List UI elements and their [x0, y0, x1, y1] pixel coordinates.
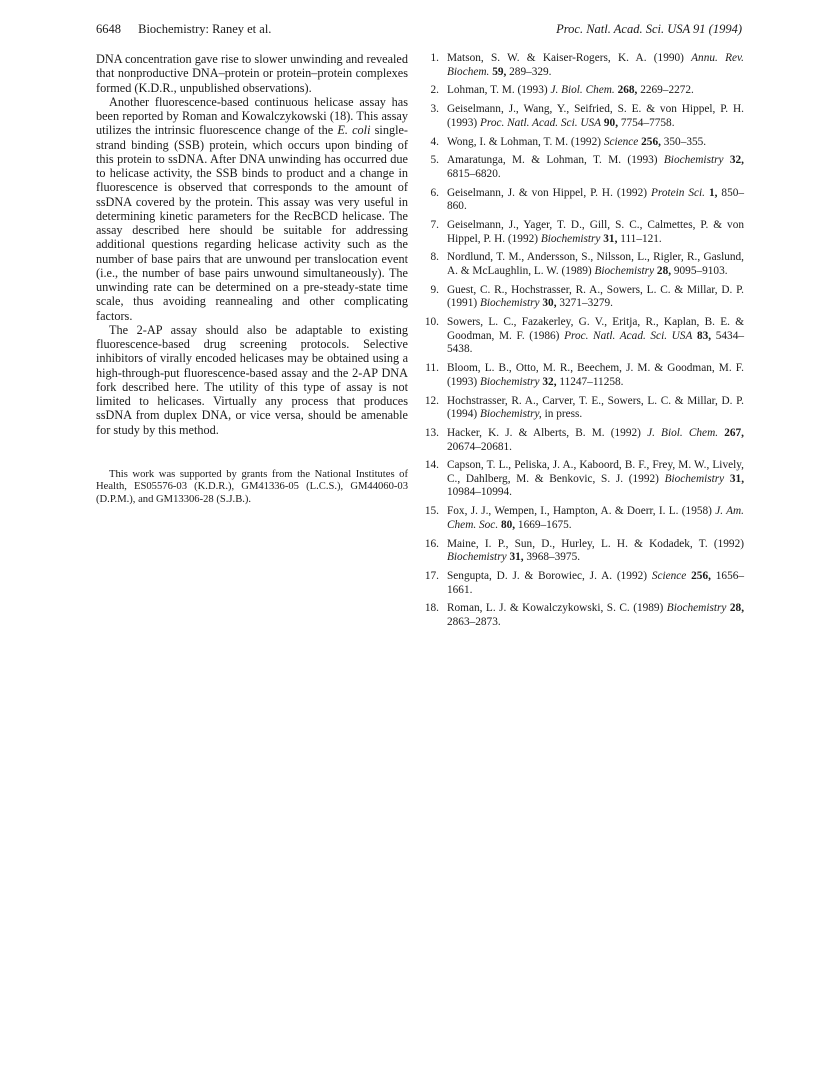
- reference-item: [422, 505, 744, 532]
- reference-journal: J. Am. Chem. Soc.: [447, 505, 744, 531]
- reference-journal: Biochemistry: [594, 265, 655, 278]
- reference-item: [422, 219, 744, 246]
- reference-journal: Biochemistry: [447, 551, 507, 564]
- reference-item: [422, 602, 744, 629]
- reference-volume: 267,: [724, 426, 745, 439]
- reference-volume: 31,: [509, 551, 524, 564]
- reference-volume: 32,: [542, 375, 557, 388]
- reference-authors: Bloom, L. B., Otto, M. R., Beechem, J. M. & Goodman, M. F. (1993): [447, 362, 744, 388]
- reference-pages: 289–329.: [509, 65, 552, 78]
- reference-journal: Annu. Rev. Biochem.: [447, 52, 744, 78]
- reference-number: 18.: [424, 602, 439, 615]
- reference-item: [422, 251, 744, 278]
- reference-journal: Protein Sci.: [650, 186, 705, 199]
- reference-pages: 2269–2272.: [640, 84, 694, 97]
- reference-number: 3.: [430, 103, 439, 116]
- reference-pages: in press.: [544, 408, 583, 421]
- reference-pages: 11247–11258.: [559, 375, 624, 388]
- reference-authors: Maine, I. P., Sun, D., Hurley, L. H. & Kodadek, T. (1992): [447, 537, 744, 550]
- reference-pages: 20674–20681.: [447, 440, 512, 453]
- reference-pages: 5434–5438.: [447, 329, 744, 356]
- body-paragraph: The 2-AP assay should also be adaptable to existing fluorescence-based drug screening protocols. Selective inhibitors of virally encoded helicases may be obtained using a high-through-put fluorescence-based assay and the 2-AP DNA fork described here. The utility of this type of assay is not limited to helicases. Virtually any process that produces ssDNA from duplex DNA, or vice versa, should be amenable for study by this method.: [96, 322, 408, 437]
- reference-journal: Biochemistry: [479, 375, 540, 388]
- right-column: [422, 52, 744, 635]
- journal-citation: Proc. Natl. Acad. Sci. USA 91 (1994): [556, 22, 742, 36]
- reference-journal: Proc. Natl. Acad. Sci. USA: [479, 116, 602, 129]
- reference-journal: Biochemistry: [664, 472, 725, 485]
- reference-number: 4.: [430, 135, 439, 148]
- reference-pages: 1669–1675.: [517, 518, 572, 531]
- reference-pages: 1656–1661.: [447, 570, 745, 596]
- reference-volume: 90,: [603, 116, 619, 129]
- reference-pages: 850–860.: [447, 186, 745, 213]
- reference-number: 16.: [424, 537, 439, 550]
- reference-journal: J. Biol. Chem.: [550, 84, 615, 97]
- reference-number: 1.: [430, 52, 439, 64]
- reference-authors: Lohman, T. M. (1993): [447, 84, 551, 97]
- reference-item: [422, 316, 744, 357]
- reference-item: [422, 84, 744, 98]
- reference-pages: 9095–9103.: [673, 265, 728, 278]
- reference-pages: 3271–3279.: [559, 297, 614, 310]
- reference-volume: 28,: [729, 602, 745, 615]
- reference-pages: 10984–10994.: [447, 486, 512, 499]
- species-name: E. coli: [337, 123, 371, 138]
- reference-journal: Biochemistry: [479, 297, 540, 310]
- reference-number: 10.: [424, 316, 439, 329]
- reference-journal: Biochemistry: [540, 232, 601, 245]
- reference-number: 17.: [424, 570, 439, 582]
- reference-number: 14.: [424, 459, 439, 472]
- reference-authors: Fox, J. J., Wempen, I., Hampton, A. & Doerr, I. L. (1958): [447, 505, 716, 518]
- reference-pages: 6815–6820.: [447, 167, 501, 180]
- reference-number: 13.: [424, 426, 439, 439]
- reference-authors: Capson, T. L., Peliska, J. A., Kaboord, B. F., Frey, M. W., Lively, C., Dahlberg, M. & Benkovic, S. J. (1992): [447, 459, 744, 485]
- reference-volume: 256,: [691, 570, 711, 582]
- running-header: [96, 22, 742, 40]
- reference-item: [422, 362, 744, 389]
- reference-volume: 268,: [617, 84, 638, 97]
- reference-number: 12.: [424, 394, 439, 407]
- reference-pages: 111–121.: [620, 232, 662, 245]
- reference-authors: Geiselmann, J. & von Hippel, P. H. (1992): [447, 186, 651, 199]
- reference-journal: Biochemistry: [663, 154, 724, 167]
- reference-authors: Wong, I. & Lohman, T. M. (1992): [447, 135, 604, 148]
- reference-volume: 30,: [542, 297, 557, 310]
- reference-volume: 59,: [492, 65, 507, 78]
- reference-pages: 350–355.: [663, 135, 707, 148]
- reference-authors: Hacker, K. J. & Alberts, B. M. (1992): [447, 426, 648, 439]
- reference-authors: Guest, C. R., Hochstrasser, R. A., Sowers, L. C. & Millar, D. P. (1991): [447, 283, 744, 310]
- reference-number: 2.: [430, 84, 439, 97]
- reference-number: 9.: [430, 283, 439, 296]
- body-paragraph: Another fluorescence-based continuous helicase assay has been reported by Roman and Kowalczykowski (18). This assay utilizes the intrinsic fluorescence change of the E. coli single-strand binding (SSB) protein, which occurs upon binding of this protein to ssDNA. After DNA unwinding has occurred due to helicase activity, the SSB binds to product and a change in fluorescence is observed that corresponds to the amount of ssDNA covered by the protein. This assay was very useful in determining kinetic parameters for the RecBCD helicase. The assay described here should be suitable for addressing additional questions regarding helicase activity such as the number of base pairs that are unwound per translocation event (i.e., the number of base pairs unwound simultaneously). The unwinding rate can be determined on a pre-steady-state time scale, thus avoiding reannealing and other complicating factors.: [96, 94, 409, 323]
- acknowledgment: This work was supported by grants from the National Institutes of Health, ES05576-03 (K.D.R.), GM41336-05 (L.C.S.), GM44060-03 (D.P.M.), and GM13306-28 (S.J.B.).: [96, 468, 408, 505]
- reference-authors: Hochstrasser, R. A., Carver, T. E., Sowers, L. C. & Millar, D. P. (1994): [447, 394, 744, 421]
- page-number: 6648: [96, 22, 121, 36]
- reference-pages: 7754–7758.: [620, 116, 675, 129]
- reference-authors: Nordlund, T. M., Andersson, S., Nilsson, L., Rigler, R., Gaslund, A. & McLaughlin, L. W. (1989): [447, 251, 744, 278]
- reference-journal: Biochemistry: [666, 602, 727, 615]
- reference-volume: 83,: [697, 329, 712, 342]
- body-paragraph: DNA concentration gave rise to slower unwinding and revealed that nonproductive DNA–protein or protein–protein complexes formed (K.D.R., unpublished observations).: [96, 52, 408, 95]
- reference-authors: Geiselmann, J., Yager, T. D., Gill, S. C., Calmettes, P. & von Hippel, P. H. (1992): [447, 219, 744, 245]
- reference-number: 7.: [430, 219, 439, 232]
- reference-number: 15.: [424, 505, 439, 518]
- reference-list: [422, 52, 744, 630]
- reference-pages: 3968–3975.: [526, 551, 581, 564]
- reference-authors: Sengupta, D. J. & Borowiec, J. A. (1992): [447, 570, 652, 582]
- reference-volume: 28,: [656, 265, 672, 278]
- left-column: [96, 52, 408, 507]
- reference-volume: 31,: [729, 472, 745, 485]
- reference-item: [422, 538, 744, 565]
- reference-volume: 1,: [708, 186, 718, 199]
- reference-authors: Matson, S. W. & Kaiser-Rogers, K. A. (1990): [447, 52, 692, 64]
- reference-item: [422, 427, 744, 454]
- reference-journal: Science: [651, 570, 687, 582]
- reference-volume: 80,: [500, 518, 516, 531]
- reference-item: [422, 103, 744, 130]
- reference-item: [422, 187, 744, 214]
- journal-section-author: Biochemistry: Raney et al.: [138, 22, 272, 36]
- reference-item: [422, 154, 744, 181]
- reference-journal: Science: [603, 135, 639, 148]
- reference-authors: Roman, L. J. & Kowalczykowski, S. C. (1989): [447, 602, 667, 615]
- reference-volume: 31,: [603, 232, 618, 245]
- reference-journal: Biochemistry,: [479, 408, 542, 421]
- reference-item: [422, 395, 744, 422]
- reference-number: 8.: [430, 251, 439, 264]
- reference-item: [422, 570, 744, 597]
- reference-pages: 2863–2873.: [447, 615, 501, 628]
- reference-authors: Amaratunga, M. & Lohman, T. M. (1993): [447, 154, 664, 167]
- reference-journal: Proc. Natl. Acad. Sci. USA: [564, 329, 693, 342]
- reference-item: [422, 136, 744, 150]
- reference-volume: 32,: [729, 154, 744, 167]
- reference-journal: J. Biol. Chem.: [647, 426, 719, 439]
- reference-number: 5.: [430, 154, 439, 167]
- reference-item: [422, 52, 744, 79]
- reference-item: [422, 459, 744, 500]
- reference-authors: Geiselmann, J., Wang, Y., Seifried, S. E. & von Hippel, P. H. (1993): [447, 103, 744, 129]
- reference-volume: 256,: [641, 135, 661, 148]
- reference-number: 6.: [430, 186, 439, 199]
- reference-authors: Sowers, L. C., Fazakerley, G. V., Eritja, R., Kaplan, B. E. & Goodman, M. F. (1986): [447, 316, 744, 342]
- reference-item: [422, 284, 744, 311]
- reference-number: 11.: [425, 362, 439, 375]
- header-left: [96, 22, 271, 37]
